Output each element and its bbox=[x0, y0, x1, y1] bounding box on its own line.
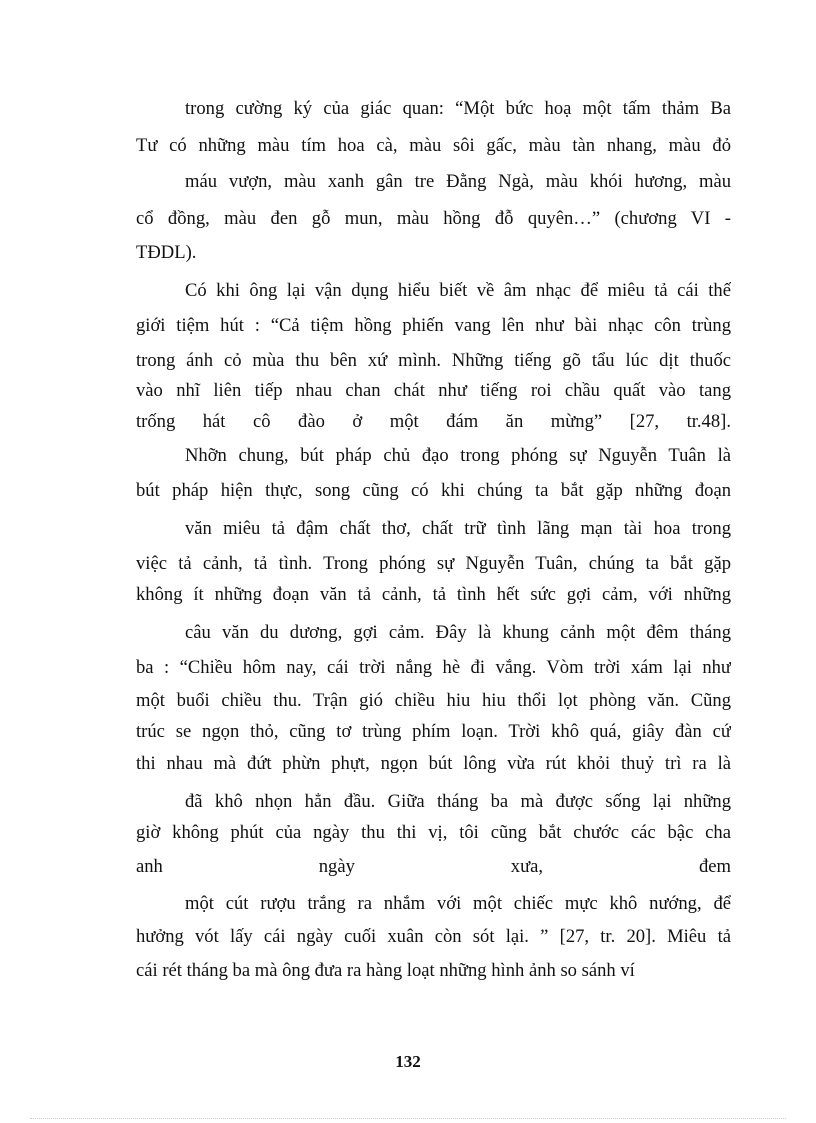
text-line: câu văn du dương, gợi cảm. Đây là khung cảnh một đêm tháng bbox=[185, 622, 731, 643]
text-line: hưởng vót lấy cái ngày cuối xuân còn sót lại. ” [27, tr. 20]. Miêu tả bbox=[136, 926, 731, 947]
text-line: anh ngày xưa, đem bbox=[136, 856, 731, 877]
text-line: trúc se ngọn thỏ, cũng tơ trùng phím loạn. Trời khô quá, giây đàn cứ bbox=[136, 721, 731, 742]
text-line: cái rét tháng ba mà ông đưa ra hàng loạt những hình ảnh so sánh ví bbox=[136, 960, 635, 981]
text-line: việc tả cảnh, tả tình. Trong phóng sự Nguyễn Tuân, chúng ta bắt gặp bbox=[136, 553, 731, 574]
text-line: đã khô nhọn hẳn đầu. Giữa tháng ba mà được sống lại những bbox=[185, 791, 731, 812]
text-line: cổ đồng, màu đen gỗ mun, màu hồng đỗ quyên…” (chương VI - bbox=[136, 208, 731, 229]
page-bottom-divider bbox=[30, 1118, 786, 1119]
text-line: vào nhĩ liên tiếp nhau chan chát như tiếng roi chầu quất vào tang bbox=[136, 380, 731, 401]
text-line: thi nhau mà đứt phừn phựt, ngọn bút lông vừa rút khỏi thuỷ trì ra là bbox=[136, 753, 731, 774]
text-line: giới tiệm hút : “Cả tiệm hồng phiến vang lên như bài nhạc côn trùng bbox=[136, 315, 731, 336]
text-line: trong cường ký của giác quan: “Một bức hoạ một tấm thảm Ba bbox=[185, 98, 731, 119]
text-line: một buổi chiều thu. Trận gió chiều hiu hiu thổi lọt phòng văn. Cũng bbox=[136, 690, 731, 711]
text-line: không ít những đoạn văn tả cảnh, tả tình hết sức gợi cảm, với những bbox=[136, 584, 731, 605]
text-line: Tư có những màu tím hoa cà, màu sôi gấc, màu tàn nhang, màu đỏ bbox=[136, 135, 731, 156]
text-line: TĐDL). bbox=[136, 242, 197, 263]
text-line: Có khi ông lại vận dụng hiểu biết về âm nhạc để miêu tả cái thế bbox=[185, 280, 731, 301]
text-line: một cút rượu trắng ra nhắm với một chiếc mực khô nướng, để bbox=[185, 893, 731, 914]
text-line: bút pháp hiện thực, song cũng có khi chúng ta bắt gặp những đoạn bbox=[136, 480, 731, 501]
text-line: Nhỡn chung, bút pháp chủ đạo trong phóng sự Nguyễn Tuân là bbox=[185, 445, 731, 466]
text-line: trong ánh cỏ mùa thu bên xứ mình. Những tiếng gõ tẩu lúc dịt thuốc bbox=[136, 350, 731, 371]
text-line: máu vượn, màu xanh gân tre Đằng Ngà, màu khói hương, màu bbox=[185, 171, 731, 192]
text-line: văn miêu tả đậm chất thơ, chất trữ tình lãng mạn tài hoa trong bbox=[185, 518, 731, 539]
page-number: 132 bbox=[395, 1052, 421, 1071]
text-line: trống hát cô đào ở một đám ăn mừng” [27, tr.48]. bbox=[136, 411, 731, 432]
text-line: giờ không phút của ngày thu thi vị, tôi cũng bắt chước các bậc cha bbox=[136, 822, 731, 843]
text-line: ba : “Chiều hôm nay, cái trời nắng hè đi vắng. Vòm trời xám lại như bbox=[136, 657, 731, 678]
